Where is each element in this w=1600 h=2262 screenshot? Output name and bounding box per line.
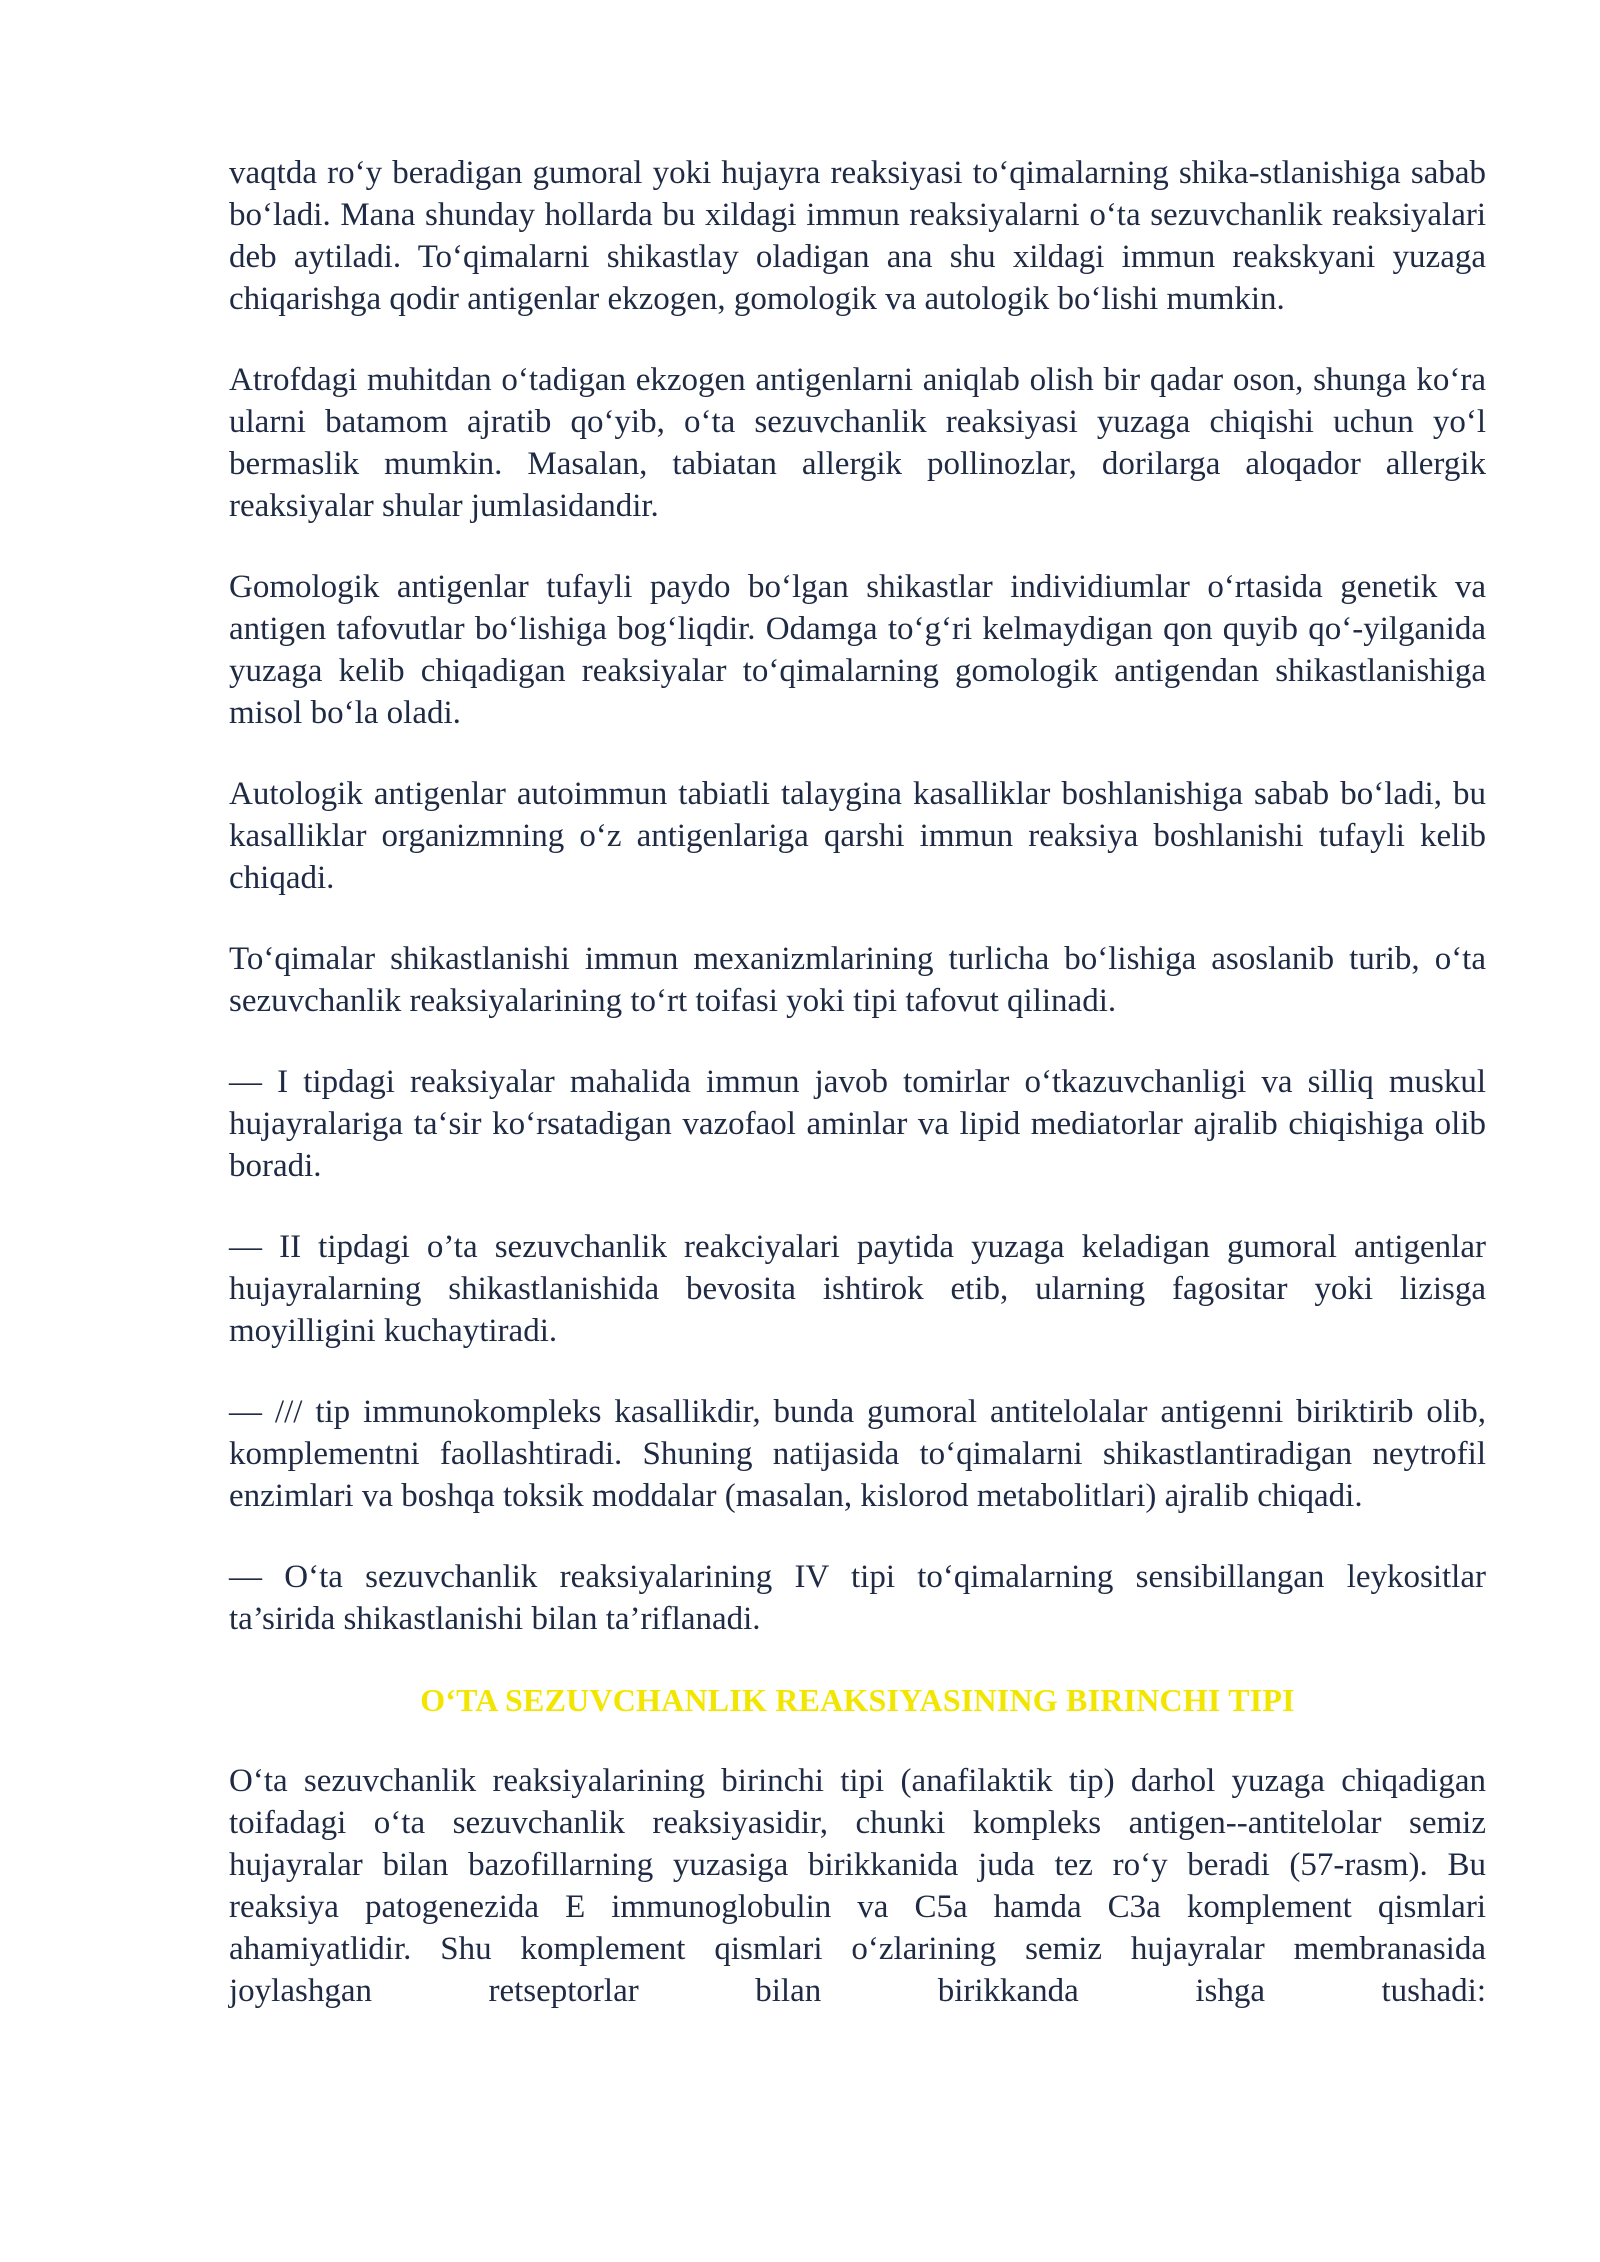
paragraph-5: Toʻqimalar shikastlanishi immun mexanizmlarining turlicha boʻlishiga asoslanib turib, oʻta sezuvchanlik reaksiyalarining toʻrt toifasi yoki tipi tafovut qilinadi. <box>229 941 1486 1019</box>
list-item-type-4: — Oʻta sezuvchanlik reaksiyalarining IV tipi toʻqimalarning sensibillangan leykositlar ta’sirida shikastlanishi bilan ta’riflanadi. <box>229 1559 1486 1637</box>
final-paragraph: Oʻta sezuvchanlik reaksiyalarining birinchi tipi (anafilaktik tip) darhol yuzaga chiqadigan toifadagi oʻta sezuvchanlik reaksiyasidir, chunki kompleks antigen--antitelolar semiz hujayralar bilan bazofillarning yuzasiga birikkanida juda tez roʻy beradi (57-rasm). Bu reaksiya patogenezida E immunoglobulin va C5a hamda C3a komplement qismlari ahamiyatlidir. Shu komplement qismlari oʻzlarining semiz hujayralar membranasida joylashgan retseptorlar bilan birikkanda ishga tushadi: <box>229 1763 1486 2009</box>
paragraph-4: Autologik antigenlar autoimmun tabiatli talaygina kasalliklar boshlanishiga sabab boʻladi, bu kasalliklar organizmning oʻz antigenlariga qarshi immun reaksiya boshlanishi tufayli kelib chiqadi. <box>229 776 1486 896</box>
list-item-type-1: — I tipdagi reaksiyalar mahalida immun javob tomirlar oʻtkazuvchanligi va silliq muskul hujayralariga taʻsir koʻrsatadigan vazofaol aminlar va lipid mediatorlar ajralib chiqishiga olib boradi. <box>229 1064 1486 1184</box>
list-item-type-2: — II tipdagi o’ta sezuvchanlik reakciyalari paytida yuzaga keladigan gumoral antigenlar hujayralarning shikastlanishida bevosita ishtirok etib, ularning fagositar yoki lizisga moyilligini kuchaytiradi. <box>229 1229 1486 1349</box>
document-body <box>229 152 1486 2051</box>
list-item-type-3: — /// tip immunokompleks kasallikdir, bunda gumoral antitelolalar antigenni biriktirib olib, komplementni faollashtiradi. Shuning natijasida toʻqimalarni shikastlantiradigan neytrofil enzimlari va boshqa toksik moddalar (masalan, kislorod metabolitlari) ajralib chiqadi. <box>229 1394 1486 1514</box>
paragraph-1: vaqtda roʻy beradigan gumoral yoki hujayra reaksiyasi toʻqimalarning shika-stlanishiga sabab boʻladi. Mana shunday hollarda bu xildagi immun reaksiyalarni oʻta sezuvchanlik reaksiyalari deb aytiladi. Toʻqimalarni shikastlay oladigan ana shu xildagi immun reakskyani yuzaga chiqarishga qodir antigenlar ekzogen, gomologik va autologik boʻlishi mumkin. <box>229 155 1486 317</box>
section-heading: OʻTA SEZUVCHANLIK REAKSIYASINING BIRINCHI TIPI <box>420 1682 1295 1718</box>
paragraph-2: Atrofdagi muhitdan oʻtadigan ekzogen antigenlarni aniqlab olish bir qadar oson, shunga koʻra ularni batamom ajratib qoʻyib, oʻta sezuvchanlik reaksiyasi yuzaga chiqishi uchun yoʻl bermaslik mumkin. Masalan, tabiatan allergik pollinozlar, dorilarga aloqador allergik reaksiyalar shular jumlasidandir. <box>229 362 1486 524</box>
paragraph-3: Gomologik antigenlar tufayli paydo boʻlgan shikastlar individiumlar oʻrtasida genetik va antigen tafovutlar boʻlishiga bogʻliqdir. Odamga toʻgʻri kelmaydigan qon quyib qoʻ-yilganida yuzaga kelib chiqadigan reaksiyalar toʻqimalarning gomologik antigendan shikastlanishiga misol boʻla oladi. <box>229 569 1486 731</box>
